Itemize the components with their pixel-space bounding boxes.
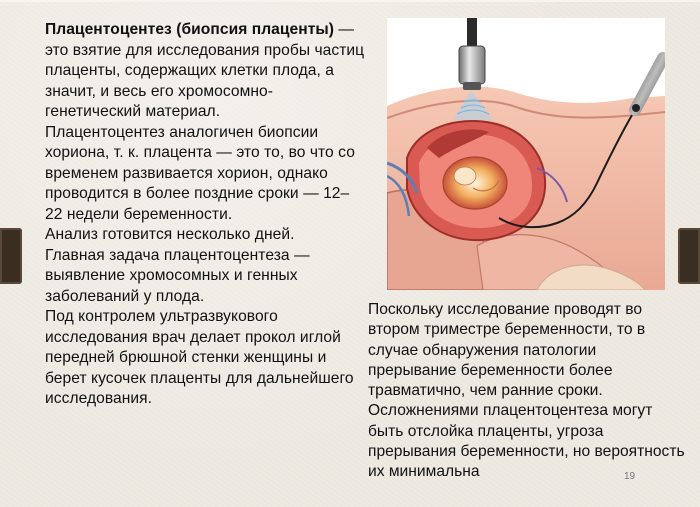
right-slide-tab: [678, 228, 700, 284]
timing-paragraph: Анализ готовится несколько дней.: [45, 226, 295, 243]
left-slide-tab: [0, 228, 22, 284]
procedure-paragraph: Под контролем ультразвукового исследования врач делает прокол иглой передней брюшной стенки женщины и берет кусочек плаценты для дальнейшего исследования.: [45, 308, 354, 407]
term-heading: Плацентоцентез (биопсия плаценты): [45, 21, 335, 38]
comparison-paragraph: Плацентоцентез аналогичен биопсии хориона, т. к. плацента — это то, во что со временем развивается хорион, однако проводится в более поздние сроки — 12–22 недели беременности.: [45, 123, 355, 223]
right-text-block: [368, 300, 688, 483]
slide-page-number: 19: [624, 471, 636, 482]
definition-text: — это взятие для исследования пробы частиц плаценты, содержащих клетки плода, а значит, и весь его хромосомно-генетический материал.: [45, 21, 365, 120]
left-text-block: [45, 20, 365, 410]
anatomy-diagram: [387, 18, 665, 290]
purpose-paragraph: Главная задача плацентоцентеза — выявление хромосомных и генных заболеваний у плода.: [45, 246, 310, 305]
slide-top-edge: [0, 0, 700, 2]
trimester-paragraph: Поскольку исследование проводят во втором триместре беременности, то в случае обнаружения патологии прерывание беременности более травматично, чем ранние сроки.: [368, 301, 646, 400]
placentocentesis-illustration: [387, 18, 665, 290]
probe-cable: [467, 18, 477, 48]
complications-paragraph: Осложнениями плацентоцентеза могут быть отслойка плаценты, угроза прерывания беременности, но вероятность их минимальна: [368, 402, 685, 481]
definition-paragraph: [45, 20, 365, 123]
